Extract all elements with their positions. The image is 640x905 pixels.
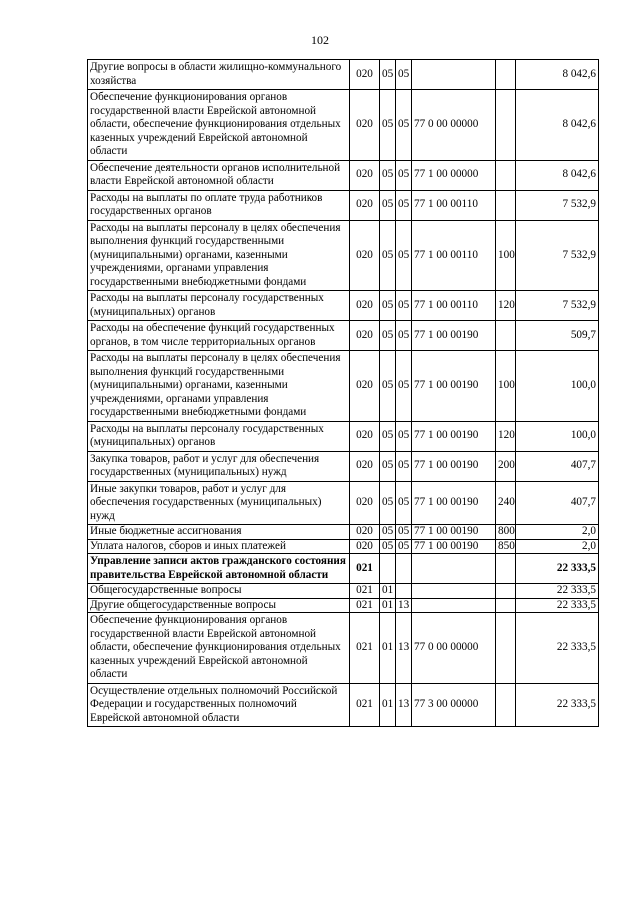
cell-section-code: 01 (380, 584, 396, 599)
cell-name: Другие общегосударственные вопросы (88, 598, 350, 613)
table-row (88, 554, 599, 584)
cell-expense-type: 120 (496, 291, 516, 321)
cell-name: Обеспечение функционирования органов государственной власти Еврейской автономной области, обеспечение функционирования отдельных казенных учреждений Еврейской автономной области (88, 613, 350, 684)
cell-target-article: 77 1 00 00110 (412, 190, 496, 220)
cell-section-code: 05 (380, 60, 396, 90)
cell-admin-code: 021 (350, 683, 380, 727)
cell-expense-type (496, 321, 516, 351)
cell-amount: 8 042,6 (516, 90, 599, 161)
cell-target-article: 77 1 00 00000 (412, 160, 496, 190)
cell-section-code: 05 (380, 481, 396, 525)
cell-amount: 407,7 (516, 481, 599, 525)
table-row (88, 291, 599, 321)
cell-admin-code: 020 (350, 451, 380, 481)
cell-section-code: 05 (380, 321, 396, 351)
cell-subsection-code: 13 (396, 683, 412, 727)
cell-amount: 509,7 (516, 321, 599, 351)
table-row (88, 539, 599, 554)
cell-expense-type (496, 598, 516, 613)
budget-table (87, 59, 599, 727)
cell-admin-code: 020 (350, 525, 380, 540)
cell-target-article: 77 1 00 00190 (412, 525, 496, 540)
cell-expense-type: 120 (496, 421, 516, 451)
cell-name: Расходы на выплаты по оплате труда работников государственных органов (88, 190, 350, 220)
cell-name: Закупка товаров, работ и услуг для обеспечения государственных (муниципальных) нужд (88, 451, 350, 481)
cell-target-article: 77 1 00 00190 (412, 421, 496, 451)
cell-expense-type: 850 (496, 539, 516, 554)
cell-section-code: 01 (380, 683, 396, 727)
cell-name: Иные бюджетные ассигнования (88, 525, 350, 540)
cell-expense-type: 100 (496, 351, 516, 422)
cell-admin-code: 020 (350, 421, 380, 451)
cell-name: Общегосударственные вопросы (88, 584, 350, 599)
cell-subsection-code: 05 (396, 190, 412, 220)
cell-subsection-code: 05 (396, 451, 412, 481)
cell-expense-type (496, 584, 516, 599)
cell-admin-code: 021 (350, 554, 380, 584)
cell-target-article: 77 1 00 00190 (412, 351, 496, 422)
table-row (88, 525, 599, 540)
table-row (88, 60, 599, 90)
cell-subsection-code: 05 (396, 90, 412, 161)
cell-amount: 22 333,5 (516, 554, 599, 584)
cell-name: Иные закупки товаров, работ и услуг для обеспечения государственных (муниципальных) нужд (88, 481, 350, 525)
cell-amount: 22 333,5 (516, 613, 599, 684)
table-row (88, 220, 599, 291)
cell-expense-type: 100 (496, 220, 516, 291)
cell-admin-code: 021 (350, 598, 380, 613)
table-row (88, 421, 599, 451)
cell-admin-code: 020 (350, 220, 380, 291)
cell-name: Обеспечение деятельности органов исполнительной власти Еврейской автономной области (88, 160, 350, 190)
table-row (88, 351, 599, 422)
cell-admin-code: 020 (350, 90, 380, 161)
cell-subsection-code: 05 (396, 525, 412, 540)
cell-name: Расходы на обеспечение функций государственных органов, в том числе территориальных органов (88, 321, 350, 351)
cell-section-code: 05 (380, 451, 396, 481)
cell-subsection-code: 05 (396, 351, 412, 422)
cell-section-code: 05 (380, 291, 396, 321)
cell-name: Управление записи актов гражданского состояния правительства Еврейской автономной области (88, 554, 350, 584)
table-row (88, 683, 599, 727)
cell-amount: 2,0 (516, 539, 599, 554)
cell-subsection-code: 05 (396, 421, 412, 451)
cell-name: Расходы на выплаты персоналу в целях обеспечения выполнения функций государственными (муниципальными) органами, казенными учреждениями, органами управления государственными внебюджетными фондами (88, 351, 350, 422)
cell-section-code: 05 (380, 525, 396, 540)
cell-name: Расходы на выплаты персоналу в целях обеспечения выполнения функций государственными (муниципальными) органами, казенными учреждениями, органами управления государственными внебюджетными фондами (88, 220, 350, 291)
cell-expense-type: 240 (496, 481, 516, 525)
cell-admin-code: 020 (350, 321, 380, 351)
cell-admin-code: 021 (350, 613, 380, 684)
page-number: 102 (311, 33, 329, 47)
cell-admin-code: 020 (350, 60, 380, 90)
cell-expense-type (496, 683, 516, 727)
cell-subsection-code (396, 554, 412, 584)
cell-amount: 8 042,6 (516, 60, 599, 90)
cell-amount: 7 532,9 (516, 291, 599, 321)
cell-subsection-code: 05 (396, 160, 412, 190)
cell-target-article: 77 1 00 00190 (412, 481, 496, 525)
cell-subsection-code: 05 (396, 481, 412, 525)
cell-subsection-code: 05 (396, 60, 412, 90)
budget-table-body (88, 60, 599, 727)
cell-expense-type (496, 160, 516, 190)
cell-target-article (412, 554, 496, 584)
cell-section-code: 05 (380, 220, 396, 291)
cell-expense-type (496, 60, 516, 90)
cell-admin-code: 020 (350, 481, 380, 525)
cell-amount: 7 532,9 (516, 220, 599, 291)
cell-subsection-code: 13 (396, 598, 412, 613)
table-row (88, 321, 599, 351)
table-row (88, 90, 599, 161)
cell-amount: 407,7 (516, 451, 599, 481)
cell-admin-code: 021 (350, 584, 380, 599)
table-row (88, 481, 599, 525)
cell-expense-type (496, 190, 516, 220)
cell-target-article (412, 584, 496, 599)
cell-name: Расходы на выплаты персоналу государственных (муниципальных) органов (88, 421, 350, 451)
cell-name: Обеспечение функционирования органов государственной власти Еврейской автономной области, обеспечение функционирования отдельных казенных учреждений Еврейской автономной области (88, 90, 350, 161)
cell-section-code: 01 (380, 598, 396, 613)
cell-expense-type (496, 613, 516, 684)
cell-subsection-code: 05 (396, 539, 412, 554)
table-row (88, 584, 599, 599)
cell-target-article: 77 0 00 00000 (412, 90, 496, 161)
cell-target-article (412, 598, 496, 613)
cell-admin-code: 020 (350, 351, 380, 422)
cell-admin-code: 020 (350, 190, 380, 220)
cell-subsection-code: 05 (396, 321, 412, 351)
cell-target-article: 77 1 00 00190 (412, 321, 496, 351)
cell-amount: 100,0 (516, 351, 599, 422)
cell-expense-type (496, 90, 516, 161)
cell-subsection-code: 05 (396, 220, 412, 291)
table-row (88, 190, 599, 220)
table-row (88, 451, 599, 481)
cell-name: Осуществление отдельных полномочий Российской Федерации и государственных полномочий Еврейской автономной области (88, 683, 350, 727)
cell-admin-code: 020 (350, 160, 380, 190)
cell-section-code: 05 (380, 539, 396, 554)
cell-amount: 100,0 (516, 421, 599, 451)
cell-target-article: 77 3 00 00000 (412, 683, 496, 727)
table-row (88, 613, 599, 684)
cell-subsection-code: 13 (396, 613, 412, 684)
cell-expense-type: 800 (496, 525, 516, 540)
cell-expense-type: 200 (496, 451, 516, 481)
cell-name: Уплата налогов, сборов и иных платежей (88, 539, 350, 554)
cell-amount: 22 333,5 (516, 683, 599, 727)
cell-expense-type (496, 554, 516, 584)
cell-section-code: 05 (380, 351, 396, 422)
cell-section-code: 05 (380, 421, 396, 451)
table-row (88, 598, 599, 613)
cell-amount: 22 333,5 (516, 598, 599, 613)
cell-section-code: 05 (380, 190, 396, 220)
cell-admin-code: 020 (350, 291, 380, 321)
cell-name: Другие вопросы в области жилищно-коммунального хозяйства (88, 60, 350, 90)
cell-section-code: 05 (380, 160, 396, 190)
cell-target-article: 77 1 00 00110 (412, 291, 496, 321)
cell-amount: 22 333,5 (516, 584, 599, 599)
cell-section-code: 01 (380, 613, 396, 684)
cell-amount: 2,0 (516, 525, 599, 540)
cell-target-article: 77 1 00 00190 (412, 451, 496, 481)
cell-admin-code: 020 (350, 539, 380, 554)
cell-subsection-code: 05 (396, 291, 412, 321)
cell-subsection-code (396, 584, 412, 599)
cell-name: Расходы на выплаты персоналу государственных (муниципальных) органов (88, 291, 350, 321)
cell-target-article (412, 60, 496, 90)
cell-target-article: 77 1 00 00110 (412, 220, 496, 291)
cell-section-code: 05 (380, 90, 396, 161)
cell-section-code (380, 554, 396, 584)
cell-amount: 8 042,6 (516, 160, 599, 190)
cell-target-article: 77 1 00 00190 (412, 539, 496, 554)
cell-amount: 7 532,9 (516, 190, 599, 220)
table-row (88, 160, 599, 190)
cell-target-article: 77 0 00 00000 (412, 613, 496, 684)
